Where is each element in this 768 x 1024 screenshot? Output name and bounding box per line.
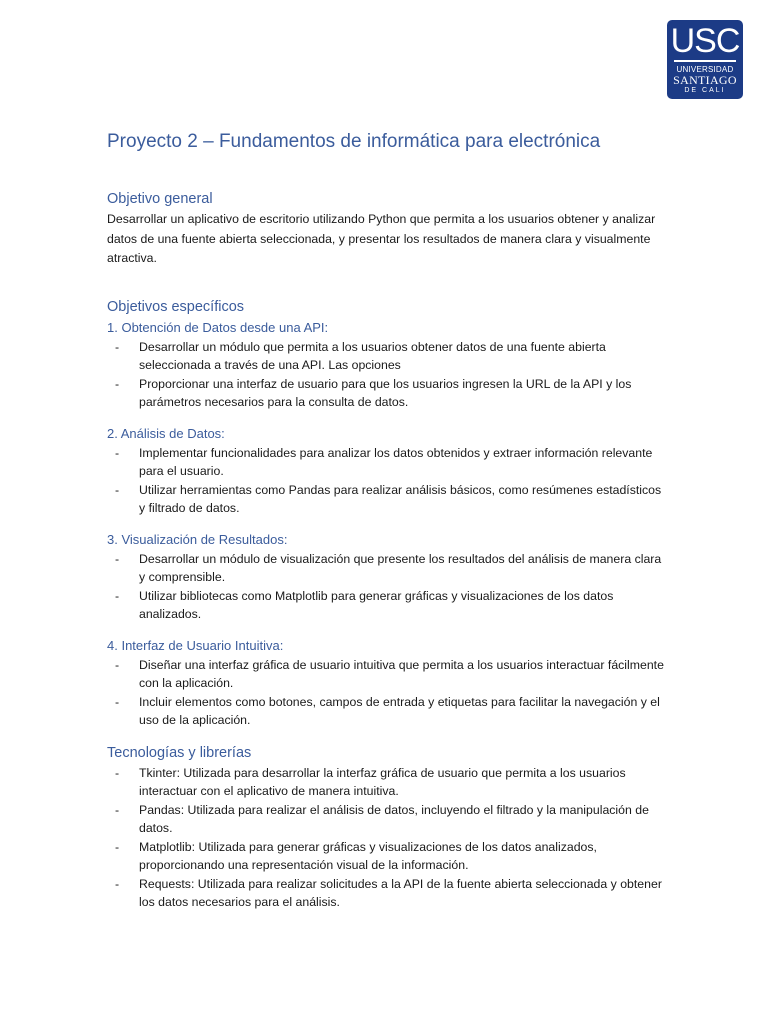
general-objective-text: Desarrollar un aplicativo de escritorio utilizando Python que permita a los usuarios obtener y analizar datos de una fuente abierta seleccionada, y presentar los resultados de manera clara y visualmente atractiva. — [107, 212, 656, 265]
list-item: - Utilizar herramientas como Pandas para realizar análisis básicos, como resúmenes estadísticos y filtrado de datos. — [107, 481, 667, 518]
list-item: - Pandas: Utilizada para realizar el análisis de datos, incluyendo el filtrado y la manipulación de datos. — [107, 801, 667, 838]
list-item: - Implementar funcionalidades para analizar los datos obtenidos y extraer información relevante para el usuario. — [107, 444, 667, 481]
technologies-heading: Tecnologías y librerías — [107, 744, 252, 761]
list-item: - Proporcionar una interfaz de usuario para que los usuarios ingresen la URL de la API y los parámetros necesarios para la consulta de datos. — [107, 375, 667, 412]
general-objective-heading: Objetivo general — [107, 191, 213, 207]
section-list — [107, 656, 667, 730]
specific-objectives-heading: Objetivos específicos — [107, 298, 245, 315]
technologies-list — [107, 764, 667, 912]
list-item: - Incluir elementos como botones, campos de entrada y etiquetas para facilitar la navegación y el uso de la aplicación. — [107, 693, 667, 730]
page-title: Proyecto 2 – Fundamentos de informática para electrónica — [107, 131, 601, 152]
section-list — [107, 338, 667, 412]
list-item: - Desarrollar un módulo de visualización que presente los resultados del análisis de manera clara y comprensible. — [107, 550, 667, 587]
logo-line2: SANTIAGO — [673, 72, 737, 87]
section-list — [107, 444, 667, 518]
logo-line3: DE CALI — [684, 86, 726, 94]
list-item: - Requests: Utilizada para realizar solicitudes a la API de la fuente abierta seleccionada y obtener los datos necesarios para el análisis. — [107, 875, 667, 912]
logo-acronym: USC — [670, 22, 740, 60]
section-list — [107, 550, 667, 624]
logo-divider — [674, 60, 736, 62]
list-item: - Utilizar bibliotecas como Matplotlib para generar gráficas y visualizaciones de los datos analizados. — [107, 587, 667, 624]
document-body — [107, 188, 667, 912]
usc-logo — [667, 20, 743, 99]
section-title: 4. Interfaz de Usuario Intuitiva: — [107, 637, 284, 653]
list-item: - Tkinter: Utilizada para desarrollar la interfaz gráfica de usuario que permita a los usuarios interactuar con el aplicativo de manera intuitiva. — [107, 764, 667, 801]
list-item: - Matplotlib: Utilizada para generar gráficas y visualizaciones de los datos analizados, proporcionando una representación visual de la información. — [107, 838, 667, 875]
list-item: - Diseñar una interfaz gráfica de usuario intuitiva que permita a los usuarios interactuar fácilmente con la aplicación. — [107, 656, 667, 693]
section-title: 1. Obtención de Datos desde una API: — [107, 319, 329, 335]
list-item: - Desarrollar un módulo que permita a los usuarios obtener datos de una fuente abierta seleccionada a través de una API. Las opciones — [107, 338, 667, 375]
section-title: 3. Visualización de Resultados: — [107, 531, 288, 547]
logo-line1: UNIVERSIDAD — [676, 64, 734, 74]
section-title: 2. Análisis de Datos: — [107, 425, 225, 441]
